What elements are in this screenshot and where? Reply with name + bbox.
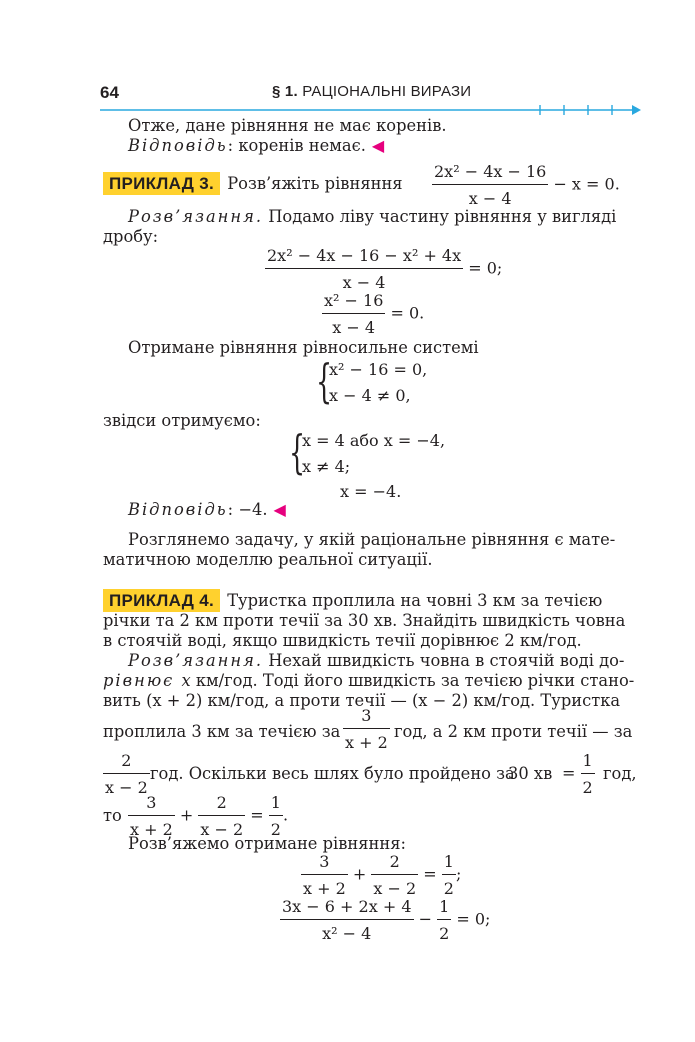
answer-line: [128, 136, 384, 156]
operator: +: [352, 864, 367, 884]
answer-line: [128, 500, 286, 520]
equation-step-2: [322, 291, 424, 337]
numerator: 2: [371, 852, 418, 875]
denominator: 2: [439, 924, 450, 943]
example-4-text: Туристка проплила на човні 3 км за течією: [227, 591, 603, 610]
denominator: 2: [582, 778, 593, 797]
denominator: x − 4: [342, 273, 386, 292]
text-line: вить (x + 2) км/год, а проти течії — (x − 2) км/год. Туристка: [103, 691, 621, 710]
denominator: x − 2: [200, 820, 244, 839]
fraction-2-over-x-minus-2: [103, 751, 150, 797]
system-brace: {: [316, 354, 333, 408]
fraction: [442, 852, 456, 898]
time-value: 30 хв: [508, 764, 553, 783]
system-brace: {: [289, 425, 306, 479]
fraction: [301, 852, 348, 898]
solution-4-line-2: [103, 671, 634, 691]
numerator: 2: [103, 751, 150, 774]
text-line: то: [103, 806, 122, 825]
fraction: [265, 246, 463, 292]
answer-label: Відповідь: [128, 500, 228, 519]
operator: −: [418, 909, 432, 929]
denominator: x + 2: [130, 820, 173, 839]
fraction: [581, 751, 595, 797]
denominator: x + 2: [303, 879, 346, 898]
page-header: [0, 80, 695, 120]
example-3-statement: [103, 174, 403, 194]
text-line: дробу:: [103, 227, 159, 246]
section-mark: § 1.: [272, 83, 298, 100]
answer-end-marker: ◀: [371, 136, 385, 155]
system-2-result: x = −4.: [340, 482, 402, 501]
example-3-text: Розв’яжіть рівняння: [227, 174, 403, 193]
solution-label: Розв’язання.: [128, 651, 264, 670]
punctuation: ;: [455, 864, 462, 884]
system-1-line-2: x − 4 ≠ 0,: [329, 386, 411, 405]
text-line: Отримане рівняння рівносильне системі: [128, 338, 479, 357]
fraction-3-over-x-plus-2: [343, 706, 390, 752]
example-4-badge: ПРИКЛАД 4.: [103, 589, 220, 612]
equals-sign: =: [562, 763, 576, 783]
model-equation: [128, 793, 288, 839]
fraction: [343, 706, 390, 752]
answer-label: Відповідь: [128, 136, 228, 155]
answer-text: : −4.: [227, 500, 268, 519]
equation-step-1: [265, 246, 502, 292]
section-title: РАЦІОНАЛЬНІ ВИРАЗИ: [302, 83, 472, 100]
text-line: звідси отримуємо:: [103, 411, 261, 430]
punctuation: .: [282, 805, 289, 825]
example-3-badge: ПРИКЛАД 3.: [103, 172, 220, 195]
solution-3-line: [128, 207, 616, 227]
numerator: 1: [581, 751, 595, 774]
text-part: рівнює: [103, 671, 182, 690]
example-4-statement: [103, 591, 602, 611]
numerator: 3: [301, 852, 348, 875]
denominator: x − 2: [373, 879, 417, 898]
numerator: 2x² − 4x − 16: [432, 162, 548, 185]
equals-sign: =: [423, 864, 437, 884]
text-line: річки та 2 км проти течії за 30 хв. Знайдіть швидкість човна: [103, 611, 626, 630]
equation-rest: = 0.: [390, 303, 425, 323]
text-line: Розглянемо задачу, у якій раціональне рівняння є мате-: [128, 530, 616, 549]
numerator: 3: [343, 706, 390, 729]
answer-end-marker: ◀: [273, 500, 286, 519]
operator: +: [179, 805, 194, 825]
system-1-line-1: x² − 16 = 0,: [329, 360, 428, 379]
numerator: 3: [128, 793, 175, 816]
numerator: 1: [269, 793, 283, 816]
denominator: x − 4: [468, 189, 512, 208]
solution-4-line: [128, 651, 624, 671]
text-line: проплила 3 км за течією за: [103, 722, 341, 741]
denominator: x² − 4: [322, 924, 372, 943]
denominator: x − 4: [332, 318, 376, 337]
fraction: [432, 162, 548, 208]
numerator: 1: [442, 852, 456, 875]
text-line: Розв’яжемо отримане рівняння:: [128, 834, 406, 853]
denominator: 2: [270, 820, 281, 839]
numerator: 2x² − 4x − 16 − x² + 4x: [265, 246, 463, 269]
denominator: x − 2: [105, 778, 148, 797]
solution-text: Подамо ліву частину рівняння у вигляді: [263, 207, 617, 226]
denominator: x + 2: [345, 733, 388, 752]
example-3-equation: [432, 162, 620, 208]
numerator: 1: [437, 897, 451, 920]
equation-rest: − x = 0.: [553, 174, 620, 194]
equals-sign: =: [250, 805, 264, 825]
denominator: 2: [443, 879, 454, 898]
text-line: в стоячій воді, якщо швидкість течії дорівнює 2 км/год.: [103, 631, 582, 650]
text-line: год, а 2 км проти течії — за: [394, 722, 633, 741]
system-2-line-1: x = 4 або x = −4,: [302, 431, 446, 450]
solve-equation-1: [301, 852, 461, 898]
system-2-line-2: x ≠ 4;: [302, 457, 351, 476]
header-arrow-rule: [0, 104, 695, 116]
text-line: матичною моделлю реальної ситуації.: [103, 550, 433, 569]
equals-half: [562, 751, 595, 797]
variable: x: [181, 671, 191, 690]
fraction: [280, 897, 414, 943]
fraction: [371, 852, 418, 898]
section-heading: [272, 83, 471, 100]
equation-rest: = 0;: [468, 258, 503, 278]
fraction: [103, 751, 150, 797]
fraction: [437, 897, 451, 943]
fraction: [198, 793, 245, 839]
numerator: 2: [198, 793, 245, 816]
fraction: [128, 793, 175, 839]
text-part: км/год. Тоді його швидкість за течією річки стано-: [190, 671, 635, 690]
text-line: год,: [603, 764, 637, 783]
text-line: Отже, дане рівняння не має коренів.: [128, 116, 447, 135]
text-line: год. Оскільки весь шлях було пройдено за: [150, 764, 515, 783]
page-number: 64: [100, 83, 119, 102]
fraction: [269, 793, 283, 839]
fraction: [322, 291, 385, 337]
answer-text: : коренів немає.: [227, 136, 366, 155]
solution-text: Нехай швидкість човна в стоячій воді до-: [263, 651, 625, 670]
equation-rest: = 0;: [456, 909, 491, 929]
numerator: 3x − 6 + 2x + 4: [280, 897, 414, 920]
numerator: x² − 16: [322, 291, 385, 314]
solution-label: Розв’язання.: [128, 207, 264, 226]
solve-equation-2: [280, 897, 490, 943]
